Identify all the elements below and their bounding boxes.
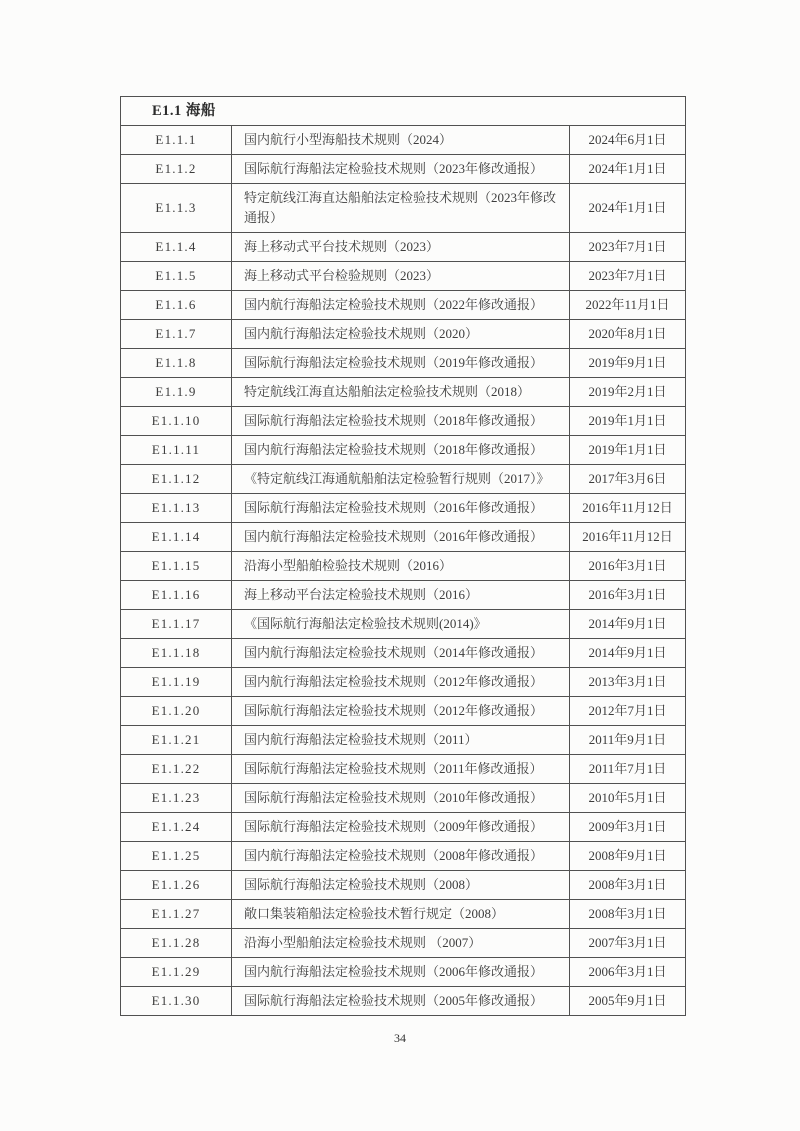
row-date-cell: 2019年2月1日 (570, 378, 686, 407)
row-title-cell: 海上移动式平台检验规则（2023） (232, 262, 570, 291)
table-row (121, 958, 686, 987)
row-title-cell: 国际航行海船法定检验技术规则（2009年修改通报） (232, 813, 570, 842)
table-row (121, 262, 686, 291)
row-title-cell: 海上移动式平台技术规则（2023） (232, 233, 570, 262)
row-title-cell: 国内航行小型海船技术规则（2024） (232, 126, 570, 155)
row-id-cell: E1.1.8 (121, 349, 232, 378)
table-row (121, 155, 686, 184)
row-title-cell: 国内航行海船法定检验技术规则（2018年修改通报） (232, 436, 570, 465)
row-title-cell: 国内航行海船法定检验技术规则（2008年修改通报） (232, 842, 570, 871)
table-row (121, 581, 686, 610)
table-row (121, 784, 686, 813)
row-date-cell: 2023年7月1日 (570, 233, 686, 262)
table-row (121, 436, 686, 465)
row-date-cell: 2006年3月1日 (570, 958, 686, 987)
row-id-cell: E1.1.12 (121, 465, 232, 494)
row-date-cell: 2016年11月12日 (570, 523, 686, 552)
row-id-cell: E1.1.28 (121, 929, 232, 958)
row-date-cell: 2017年3月6日 (570, 465, 686, 494)
row-date-cell: 2016年11月12日 (570, 494, 686, 523)
row-date-cell: 2008年3月1日 (570, 900, 686, 929)
table-row (121, 610, 686, 639)
row-title-cell: 国际航行海船法定检验技术规则（2018年修改通报） (232, 407, 570, 436)
table-row (121, 987, 686, 1016)
row-id-cell: E1.1.22 (121, 755, 232, 784)
row-title-cell: 国内航行海船法定检验技术规则（2022年修改通报） (232, 291, 570, 320)
table-row (121, 813, 686, 842)
row-title-cell: 《国际航行海船法定检验技术规则(2014)》 (232, 610, 570, 639)
table-row (121, 900, 686, 929)
row-title-cell: 国内航行海船法定检验技术规则（2016年修改通报） (232, 523, 570, 552)
table-row (121, 465, 686, 494)
table-row (121, 523, 686, 552)
row-date-cell: 2019年9月1日 (570, 349, 686, 378)
row-id-cell: E1.1.26 (121, 871, 232, 900)
row-date-cell: 2019年1月1日 (570, 407, 686, 436)
row-id-cell: E1.1.4 (121, 233, 232, 262)
row-id-cell: E1.1.30 (121, 987, 232, 1016)
row-id-cell: E1.1.5 (121, 262, 232, 291)
row-title-cell: 国际航行海船法定检验技术规则（2016年修改通报） (232, 494, 570, 523)
row-title-cell: 国内航行海船法定检验技术规则（2020） (232, 320, 570, 349)
row-id-cell: E1.1.19 (121, 668, 232, 697)
row-title-cell: 敞口集装箱船法定检验技术暂行规定（2008） (232, 900, 570, 929)
table-row (121, 726, 686, 755)
row-title-cell: 沿海小型船舶法定检验技术规则 （2007） (232, 929, 570, 958)
row-date-cell: 2011年9月1日 (570, 726, 686, 755)
row-title-cell: 特定航线江海直达船舶法定检验技术规则（2018） (232, 378, 570, 407)
table-row (121, 755, 686, 784)
table-row (121, 697, 686, 726)
regulations-table (120, 96, 686, 1016)
table-row (121, 842, 686, 871)
table-row (121, 407, 686, 436)
row-date-cell: 2019年1月1日 (570, 436, 686, 465)
row-date-cell: 2024年1月1日 (570, 155, 686, 184)
table-row (121, 929, 686, 958)
row-title-cell: 国际航行海船法定检验技术规则（2008） (232, 871, 570, 900)
table-row (121, 320, 686, 349)
row-date-cell: 2020年8月1日 (570, 320, 686, 349)
row-id-cell: E1.1.14 (121, 523, 232, 552)
table-row (121, 552, 686, 581)
table-row (121, 349, 686, 378)
row-title-cell: 国际航行海船法定检验技术规则（2010年修改通报） (232, 784, 570, 813)
row-id-cell: E1.1.24 (121, 813, 232, 842)
row-id-cell: E1.1.11 (121, 436, 232, 465)
row-title-cell: 国内航行海船法定检验技术规则（2006年修改通报） (232, 958, 570, 987)
row-id-cell: E1.1.1 (121, 126, 232, 155)
row-title-cell: 国内航行海船法定检验技术规则（2011） (232, 726, 570, 755)
row-id-cell: E1.1.25 (121, 842, 232, 871)
row-id-cell: E1.1.16 (121, 581, 232, 610)
table-row (121, 494, 686, 523)
row-date-cell: 2009年3月1日 (570, 813, 686, 842)
table-row (121, 668, 686, 697)
row-id-cell: E1.1.21 (121, 726, 232, 755)
row-title-cell: 特定航线江海直达船舶法定检验技术规则（2023年修改通报） (232, 184, 570, 233)
row-date-cell: 2007年3月1日 (570, 929, 686, 958)
row-title-cell: 国际航行海船法定检验技术规则（2012年修改通报） (232, 697, 570, 726)
row-date-cell: 2023年7月1日 (570, 262, 686, 291)
row-id-cell: E1.1.18 (121, 639, 232, 668)
row-id-cell: E1.1.9 (121, 378, 232, 407)
row-id-cell: E1.1.15 (121, 552, 232, 581)
row-date-cell: 2012年7月1日 (570, 697, 686, 726)
row-date-cell: 2016年3月1日 (570, 552, 686, 581)
row-id-cell: E1.1.23 (121, 784, 232, 813)
table-row (121, 378, 686, 407)
table-row (121, 639, 686, 668)
row-date-cell: 2014年9月1日 (570, 610, 686, 639)
row-title-cell: 《特定航线江海通航船舶法定检验暂行规则（2017）》 (232, 465, 570, 494)
row-id-cell: E1.1.2 (121, 155, 232, 184)
row-title-cell: 国内航行海船法定检验技术规则（2014年修改通报） (232, 639, 570, 668)
row-date-cell: 2024年6月1日 (570, 126, 686, 155)
row-id-cell: E1.1.27 (121, 900, 232, 929)
section-header-row (121, 97, 686, 126)
row-date-cell: 2024年1月1日 (570, 184, 686, 233)
row-title-cell: 沿海小型船舶检验技术规则（2016） (232, 552, 570, 581)
row-title-cell: 国际航行海船法定检验技术规则（2005年修改通报） (232, 987, 570, 1016)
table-body (121, 126, 686, 1016)
row-id-cell: E1.1.13 (121, 494, 232, 523)
row-date-cell: 2014年9月1日 (570, 639, 686, 668)
row-title-cell: 国际航行海船法定检验技术规则（2011年修改通报） (232, 755, 570, 784)
row-id-cell: E1.1.7 (121, 320, 232, 349)
row-id-cell: E1.1.10 (121, 407, 232, 436)
row-date-cell: 2005年9月1日 (570, 987, 686, 1016)
table-row (121, 871, 686, 900)
row-id-cell: E1.1.17 (121, 610, 232, 639)
table-row (121, 184, 686, 233)
row-date-cell: 2008年9月1日 (570, 842, 686, 871)
row-date-cell: 2008年3月1日 (570, 871, 686, 900)
table-row (121, 291, 686, 320)
row-id-cell: E1.1.6 (121, 291, 232, 320)
row-date-cell: 2022年11月1日 (570, 291, 686, 320)
row-date-cell: 2016年3月1日 (570, 581, 686, 610)
row-date-cell: 2010年5月1日 (570, 784, 686, 813)
row-date-cell: 2011年7月1日 (570, 755, 686, 784)
table-row (121, 126, 686, 155)
row-date-cell: 2013年3月1日 (570, 668, 686, 697)
row-title-cell: 国内航行海船法定检验技术规则（2012年修改通报） (232, 668, 570, 697)
row-id-cell: E1.1.3 (121, 184, 232, 233)
row-id-cell: E1.1.29 (121, 958, 232, 987)
row-title-cell: 国际航行海船法定检验技术规则（2023年修改通报） (232, 155, 570, 184)
section-header: E1.1 海船 (121, 97, 686, 126)
row-id-cell: E1.1.20 (121, 697, 232, 726)
page-number: 34 (394, 1031, 406, 1045)
table-row (121, 233, 686, 262)
row-title-cell: 海上移动平台法定检验技术规则（2016） (232, 581, 570, 610)
row-title-cell: 国际航行海船法定检验技术规则（2019年修改通报） (232, 349, 570, 378)
